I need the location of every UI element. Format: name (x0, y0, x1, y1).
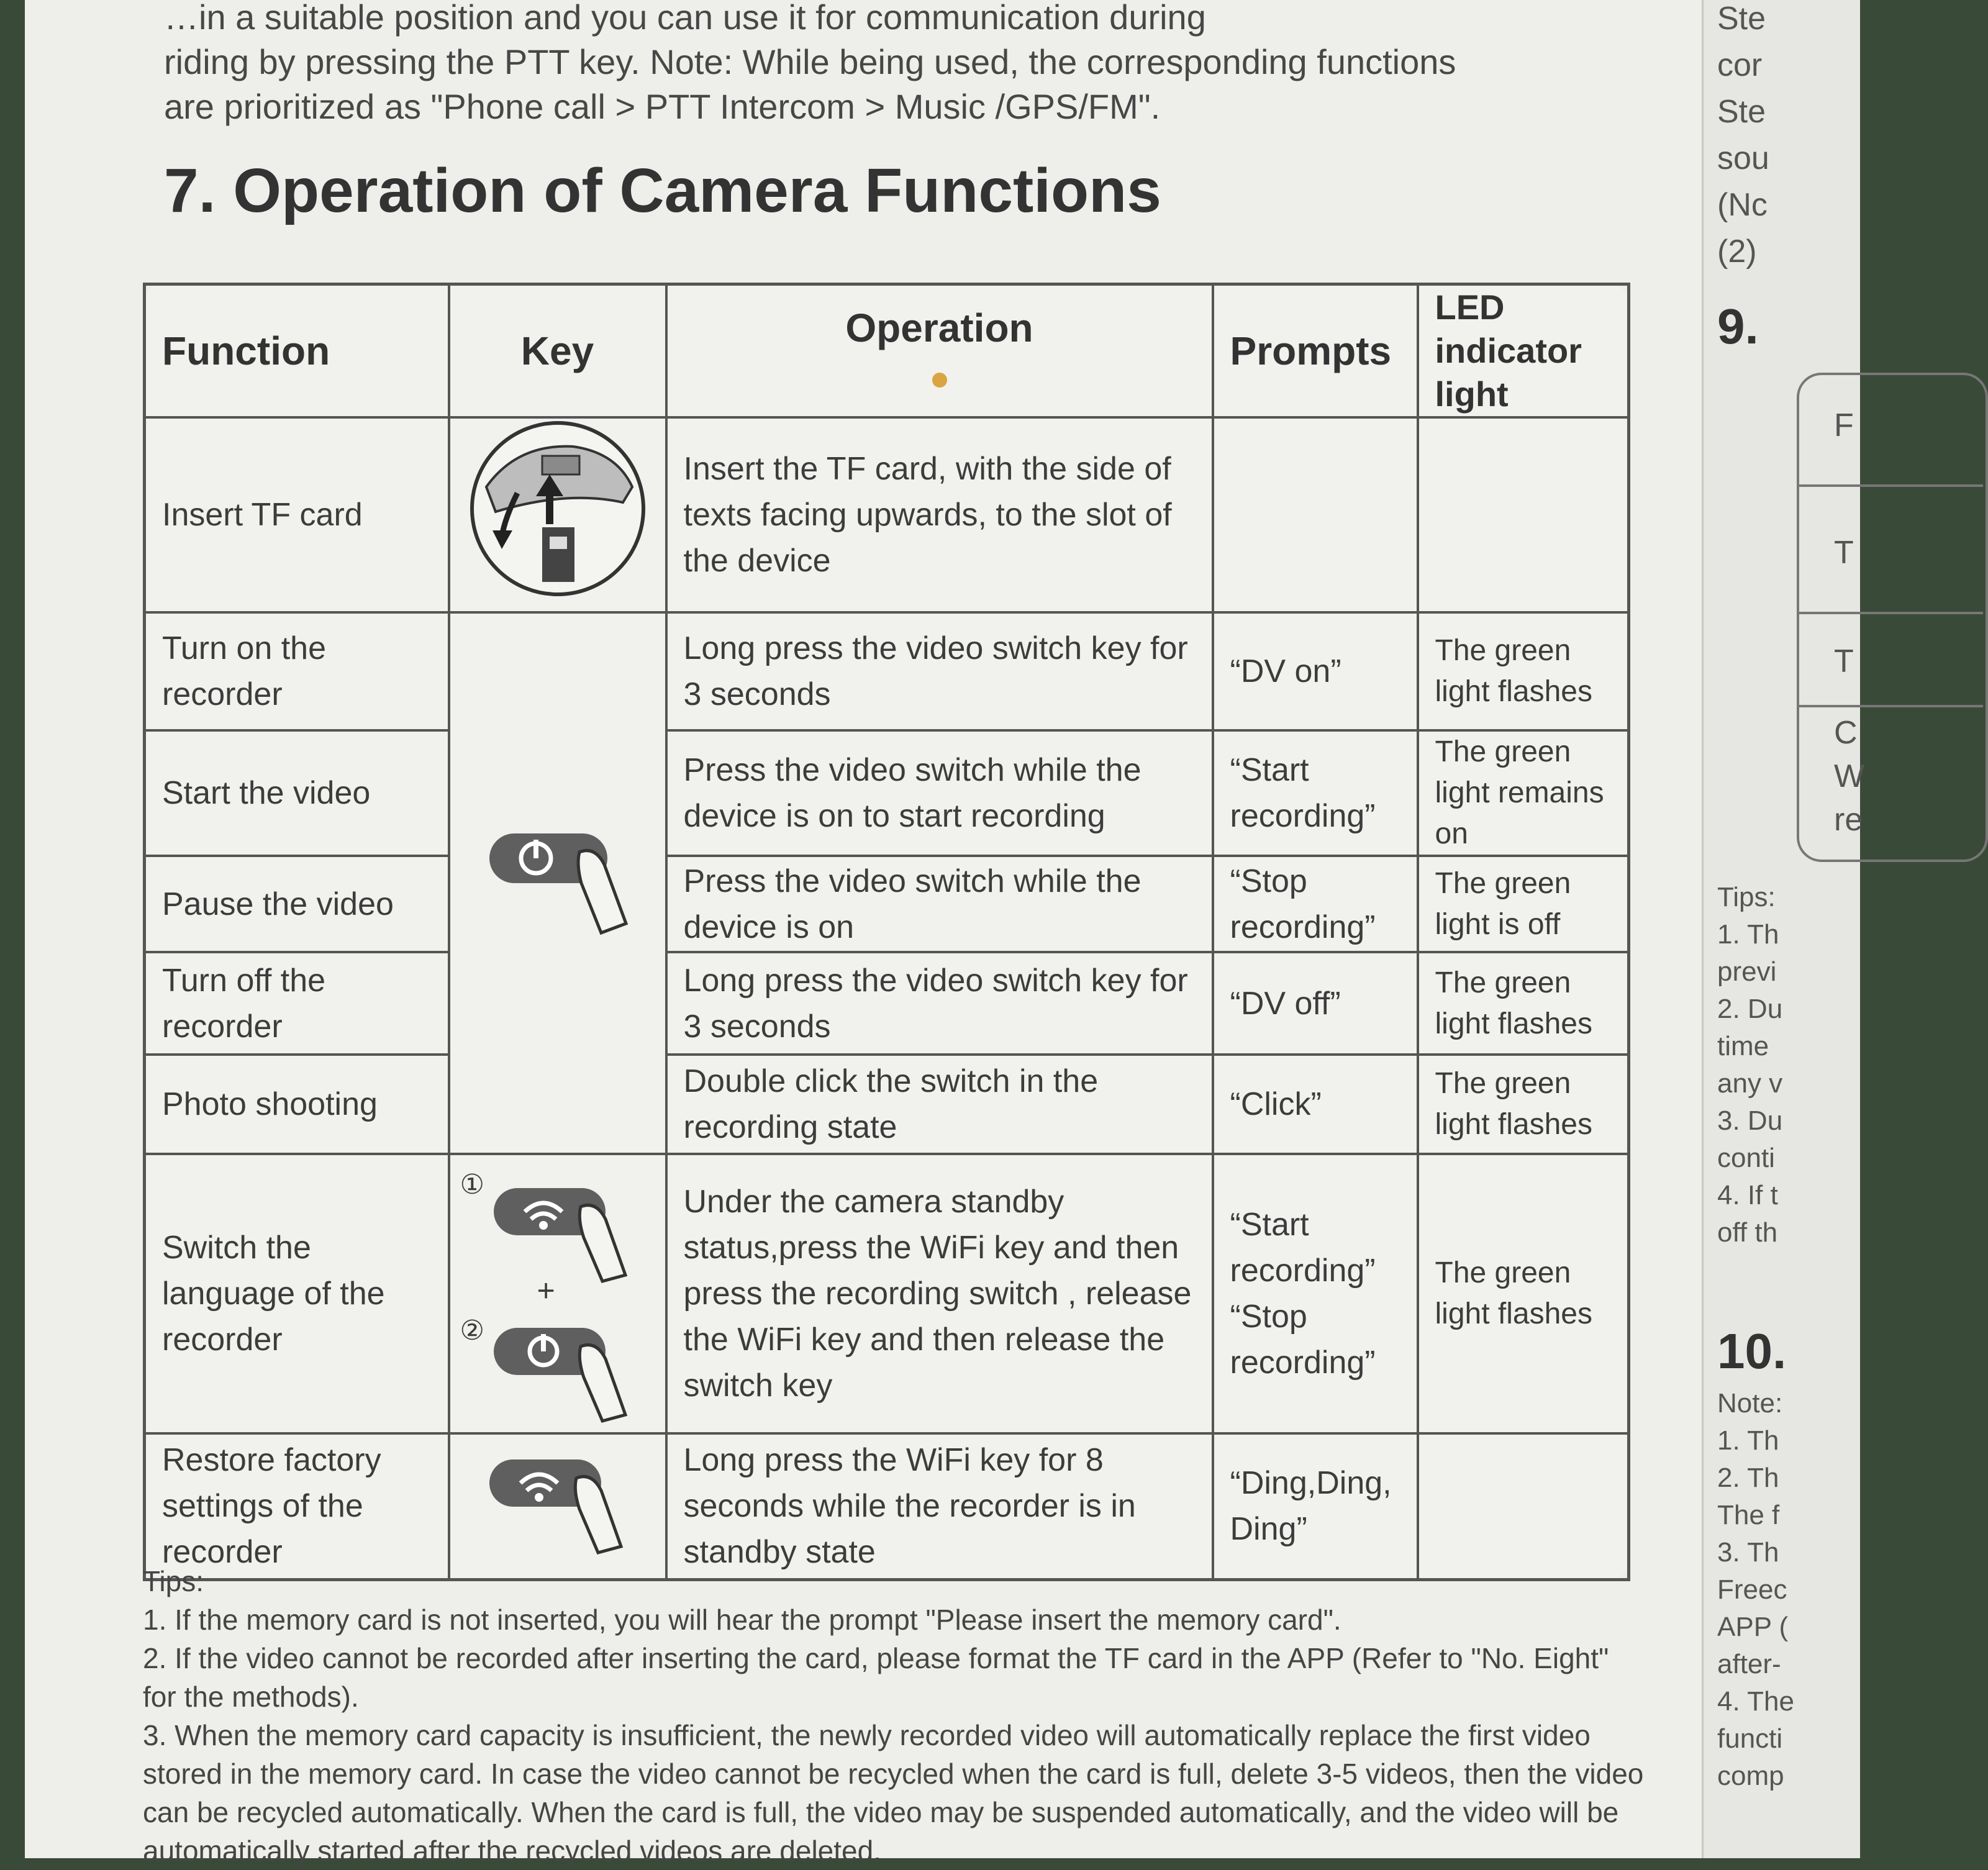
table-row (145, 1154, 1629, 1433)
table-row (145, 1055, 1629, 1154)
cell-key-wifi-power (449, 1154, 666, 1433)
tf-card-insert-icon (468, 419, 648, 599)
next-page-text: The f (1717, 1500, 1780, 1530)
cell-key-wifi (449, 1433, 666, 1579)
tips-section (143, 1562, 1646, 1870)
next-page-text: Ste (1717, 94, 1766, 130)
next-page-text: any v (1717, 1068, 1783, 1099)
header-function: Function (145, 284, 449, 418)
header-led: LED indicator light (1418, 284, 1629, 418)
next-page-text: (2) (1717, 234, 1757, 270)
next-page-text: T (1834, 535, 1854, 571)
next-page-edge (1702, 0, 1865, 1858)
next-page-text: sou (1717, 140, 1769, 176)
cell-function: Turn off the recorder (145, 952, 449, 1055)
cell-operation: Under the camera standby status,press the WiFi key and then press the recording switch , release the WiFi key and then release the switch key (666, 1154, 1213, 1433)
cell-function: Photo shooting (145, 1055, 449, 1154)
next-page-text: 2. Th (1717, 1463, 1779, 1493)
cell-led: The green light flashes (1418, 612, 1629, 730)
cell-operation: Long press the video switch key for 3 seconds (666, 952, 1213, 1055)
next-page-section-10: 10. (1717, 1323, 1787, 1379)
next-page-text: previ (1717, 956, 1777, 987)
next-page-text: 2. Du (1717, 994, 1783, 1024)
cell-prompts: “Stop recording” (1213, 856, 1418, 952)
next-page-text: APP ( (1717, 1612, 1789, 1642)
next-page-text: off th (1717, 1217, 1778, 1248)
tip-item: 1. If the memory card is not inserted, you will hear the prompt "Please insert the memory card". (143, 1604, 1341, 1636)
header-operation-label: Operation (845, 306, 1033, 350)
next-page-text: 1. Th (1717, 919, 1779, 950)
cell-function: Switch the language of the recorder (145, 1154, 449, 1433)
next-page-text: 1. Th (1717, 1425, 1779, 1456)
next-page-table-divider (1797, 705, 1983, 707)
cell-led: The green light remains on (1418, 730, 1629, 856)
cell-function: Insert TF card (145, 417, 449, 612)
next-page-text: re (1834, 802, 1863, 838)
cell-operation: Press the video switch while the device is on (666, 856, 1213, 952)
section-number: 7. (164, 156, 216, 225)
cell-led: The green light flashes (1418, 952, 1629, 1055)
next-page-text: cor (1717, 47, 1763, 83)
orange-dot-icon (932, 373, 947, 388)
next-page-text: Freec (1717, 1574, 1787, 1605)
table-row (145, 417, 1629, 612)
step-one-marker: ① (460, 1169, 484, 1200)
section-title (164, 155, 1161, 227)
next-page-text: conti (1717, 1143, 1775, 1173)
header-prompts: Prompts (1213, 284, 1418, 418)
next-page-table-fragment (1797, 373, 1988, 862)
cell-key-power (449, 612, 666, 1154)
cell-led: The green light is off (1418, 856, 1629, 952)
tip-item: 2. If the video cannot be recorded after inserting the card, please format the TF card in the APP (Refer to "No. Eight" for the methods). (143, 1642, 1609, 1713)
next-page-text: (Nc (1717, 187, 1768, 223)
power-button-press-icon (488, 1315, 637, 1421)
cell-function: Turn on the recorder (145, 612, 449, 730)
next-page-text: functi (1717, 1723, 1783, 1754)
cell-led (1418, 417, 1629, 612)
tip-item: 3. When the memory card capacity is insufficient, the newly recorded video will automatically replace the first video stored in the memory card. In case the video cannot be recycled when the card is full, delete 3-5 videos, then the video can be recycled automatically. When the card is full, the video may be suspended automatically, and the video will be automatically started after the recycled videos are deleted. (143, 1719, 1644, 1867)
power-button-press-icon (477, 815, 638, 939)
table-row (145, 612, 1629, 730)
manual-page (25, 0, 1702, 1867)
wifi-button-press-icon (488, 1176, 637, 1281)
cell-prompts: “Ding,Ding, Ding” (1213, 1433, 1418, 1579)
table-row (145, 1433, 1629, 1579)
next-page-text: after- (1717, 1649, 1781, 1679)
next-page-note-title: Note: (1717, 1388, 1783, 1418)
cell-operation: Insert the TF card, with the side of texts facing upwards, to the slot of the device (666, 417, 1213, 612)
next-page-table-divider (1797, 612, 1983, 614)
cell-prompts: “Start recording” “Stop recording” (1213, 1154, 1418, 1433)
plus-sign: + (537, 1273, 555, 1308)
table-row (145, 952, 1629, 1055)
section-title-text: Operation of Camera Functions (233, 156, 1161, 225)
next-page-text: 4. If t (1717, 1180, 1778, 1210)
table-row (145, 856, 1629, 952)
key-sequence (450, 1157, 665, 1430)
next-page-text: Ste (1717, 1, 1766, 37)
cell-key (449, 417, 666, 612)
cell-led: The green light flashes (1418, 1154, 1629, 1433)
next-page-text: F (1834, 407, 1854, 443)
tips-title: Tips: (143, 1565, 204, 1597)
cell-operation: Long press the WiFi key for 8 seconds while the recorder is in standby state (666, 1433, 1213, 1579)
table-row (145, 730, 1629, 856)
intro-paragraph (164, 0, 1667, 129)
intro-line-3: are prioritized as "Phone call > PTT Intercom > Music /GPS/FM". (164, 87, 1161, 126)
next-page-text: C (1834, 715, 1858, 751)
next-page-text: T (1834, 643, 1854, 679)
cell-function: Pause the video (145, 856, 449, 952)
cell-operation: Long press the video switch key for 3 seconds (666, 612, 1213, 730)
header-operation (666, 284, 1213, 418)
header-key: Key (449, 284, 666, 418)
next-page-text: time (1717, 1031, 1769, 1061)
cell-led: The green light flashes (1418, 1055, 1629, 1154)
cell-led (1418, 1433, 1629, 1579)
cell-operation: Press the video switch while the device is on to start recording (666, 730, 1213, 856)
next-page-table-divider (1797, 484, 1983, 487)
intro-line-2: riding by pressing the PTT key. Note: While being used, the corresponding functions (164, 42, 1456, 81)
next-page-section-9: 9. (1717, 299, 1759, 354)
cell-prompts (1213, 417, 1418, 612)
cell-prompts: “DV on” (1213, 612, 1418, 730)
cell-prompts: “DV off” (1213, 952, 1418, 1055)
cell-function: Start the video (145, 730, 449, 856)
next-page-text: 4. The (1717, 1686, 1794, 1717)
next-page-text: W (1834, 758, 1865, 794)
step-two-marker: ② (460, 1315, 484, 1346)
cell-function: Restore factory settings of the recorder (145, 1433, 449, 1579)
camera-functions-table (143, 283, 1630, 1581)
cell-prompts: “Start recording” (1213, 730, 1418, 856)
wifi-button-press-icon (483, 1444, 632, 1556)
cell-prompts: “Click” (1213, 1055, 1418, 1154)
next-page-text: 3. Th (1717, 1537, 1779, 1568)
intro-line-1: …in a suitable position and you can use it for communication during (164, 0, 1206, 37)
cell-operation: Double click the switch in the recording state (666, 1055, 1213, 1154)
table-header-row (145, 284, 1629, 418)
next-page-text: comp (1717, 1761, 1784, 1791)
next-page-tips-title: Tips: (1717, 882, 1776, 912)
next-page-text: 3. Du (1717, 1105, 1783, 1136)
